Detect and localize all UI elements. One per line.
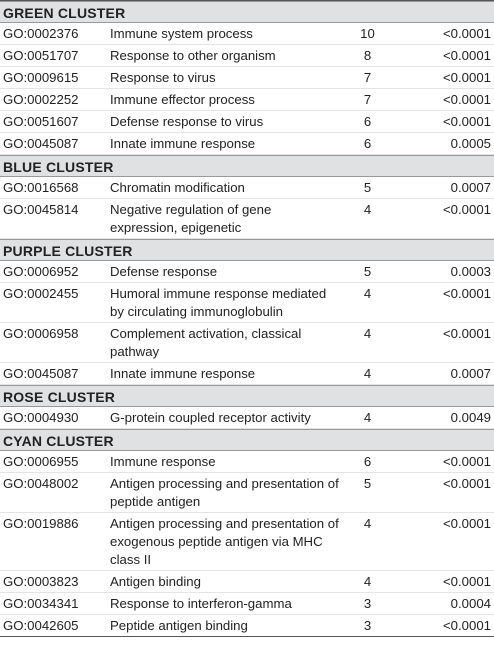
p-value-cell: 0.0007 <box>450 366 491 381</box>
term-cell: Negative regulation of gene expression, epigenetic <box>110 202 272 235</box>
count-cell: 4 <box>363 202 372 217</box>
go-id-cell: GO:0003823 <box>3 574 79 589</box>
table-row <box>0 473 494 513</box>
table-row <box>0 23 494 45</box>
go-id-cell: GO:0006955 <box>3 454 79 469</box>
count-cell: 10 <box>360 26 375 41</box>
cluster-header: ROSE CLUSTER <box>0 385 494 407</box>
p-value-cell: <0.0001 <box>442 48 491 63</box>
count-cell: 6 <box>363 454 372 469</box>
term-cell: Immune response <box>110 454 216 469</box>
term-cell: Response to interferon-gamma <box>110 596 292 611</box>
go-id-cell: GO:0045087 <box>3 136 79 151</box>
table-row <box>0 45 494 67</box>
count-cell: 3 <box>363 596 372 611</box>
table-row <box>0 407 494 429</box>
term-cell: Humoral immune response mediated by circulating immunoglobulin <box>110 286 327 319</box>
table-row <box>0 513 494 571</box>
table-row <box>0 593 494 615</box>
p-value-cell: 0.0003 <box>450 264 491 279</box>
term-cell: Innate immune response <box>110 366 256 381</box>
p-value-cell: <0.0001 <box>442 454 491 469</box>
cluster-header: GREEN CLUSTER <box>0 1 494 23</box>
term-cell: Chromatin modification <box>110 180 245 195</box>
count-cell: 6 <box>363 114 372 129</box>
table-row <box>0 283 494 323</box>
term-cell: Antigen processing and presentation of peptide antigen <box>110 476 339 509</box>
count-cell: 5 <box>363 264 372 279</box>
go-id-cell: GO:0002455 <box>3 286 79 301</box>
table-row <box>0 111 494 133</box>
p-value-cell: <0.0001 <box>442 92 491 107</box>
go-id-cell: GO:0048002 <box>3 476 79 491</box>
p-value-cell: <0.0001 <box>442 516 491 531</box>
count-cell: 6 <box>363 136 372 151</box>
go-id-cell: GO:0002376 <box>3 26 79 41</box>
table-row <box>0 177 494 199</box>
go-id-cell: GO:0006952 <box>3 264 79 279</box>
term-cell: Defense response to virus <box>110 114 264 129</box>
p-value-cell: <0.0001 <box>442 618 491 633</box>
go-id-cell: GO:0051607 <box>3 114 79 129</box>
count-cell: 4 <box>363 286 372 301</box>
cluster-header: PURPLE CLUSTER <box>0 239 494 261</box>
term-cell: Immune effector process <box>110 92 255 107</box>
p-value-cell: <0.0001 <box>442 286 491 301</box>
p-value-cell: <0.0001 <box>442 326 491 341</box>
count-cell: 5 <box>363 476 372 491</box>
term-cell: Antigen binding <box>110 574 201 589</box>
count-cell: 4 <box>363 366 372 381</box>
go-id-cell: GO:0051707 <box>3 48 79 63</box>
p-value-cell: <0.0001 <box>442 114 491 129</box>
table-row <box>0 451 494 473</box>
term-cell: Response to other organism <box>110 48 276 63</box>
term-cell: Peptide antigen binding <box>110 618 248 633</box>
table-row <box>0 363 494 385</box>
go-id-cell: GO:0045087 <box>3 366 79 381</box>
count-cell: 4 <box>363 410 372 425</box>
term-cell: Response to virus <box>110 70 216 85</box>
table-row <box>0 67 494 89</box>
go-id-cell: GO:0004930 <box>3 410 79 425</box>
go-id-cell: GO:0006958 <box>3 326 79 341</box>
go-id-cell: GO:0045814 <box>3 202 79 217</box>
term-cell: Complement activation, classical pathway <box>110 326 302 359</box>
count-cell: 8 <box>363 48 372 63</box>
go-id-cell: GO:0009615 <box>3 70 79 85</box>
table-row <box>0 199 494 239</box>
table-row <box>0 89 494 111</box>
p-value-cell: 0.0004 <box>450 596 491 611</box>
table-row <box>0 261 494 283</box>
p-value-cell: <0.0001 <box>442 574 491 589</box>
p-value-cell: 0.0005 <box>450 136 491 151</box>
count-cell: 7 <box>363 70 372 85</box>
count-cell: 5 <box>363 180 372 195</box>
table-row <box>0 133 494 155</box>
go-id-cell: GO:0042605 <box>3 618 79 633</box>
count-cell: 3 <box>363 618 372 633</box>
cluster-header: BLUE CLUSTER <box>0 155 494 177</box>
p-value-cell: 0.0049 <box>450 410 491 425</box>
p-value-cell: <0.0001 <box>442 70 491 85</box>
table-row <box>0 571 494 593</box>
cluster-header: CYAN CLUSTER <box>0 429 494 451</box>
p-value-cell: <0.0001 <box>442 26 491 41</box>
table-row <box>0 615 494 637</box>
go-id-cell: GO:0019886 <box>3 516 79 531</box>
term-cell: Defense response <box>110 264 218 279</box>
p-value-cell: <0.0001 <box>442 202 491 217</box>
go-id-cell: GO:0002252 <box>3 92 79 107</box>
term-cell: G-protein coupled receptor activity <box>110 410 311 425</box>
term-cell: Antigen processing and presentation of exogenous peptide antigen via MHC class II <box>110 516 339 567</box>
table-row <box>0 323 494 363</box>
count-cell: 4 <box>363 326 372 341</box>
go-id-cell: GO:0034341 <box>3 596 79 611</box>
term-cell: Immune system process <box>110 26 253 41</box>
p-value-cell: <0.0001 <box>442 476 491 491</box>
p-value-cell: 0.0007 <box>450 180 491 195</box>
count-cell: 4 <box>363 574 372 589</box>
go-id-cell: GO:0016568 <box>3 180 79 195</box>
count-cell: 4 <box>363 516 372 531</box>
term-cell: Innate immune response <box>110 136 256 151</box>
count-cell: 7 <box>363 92 372 107</box>
